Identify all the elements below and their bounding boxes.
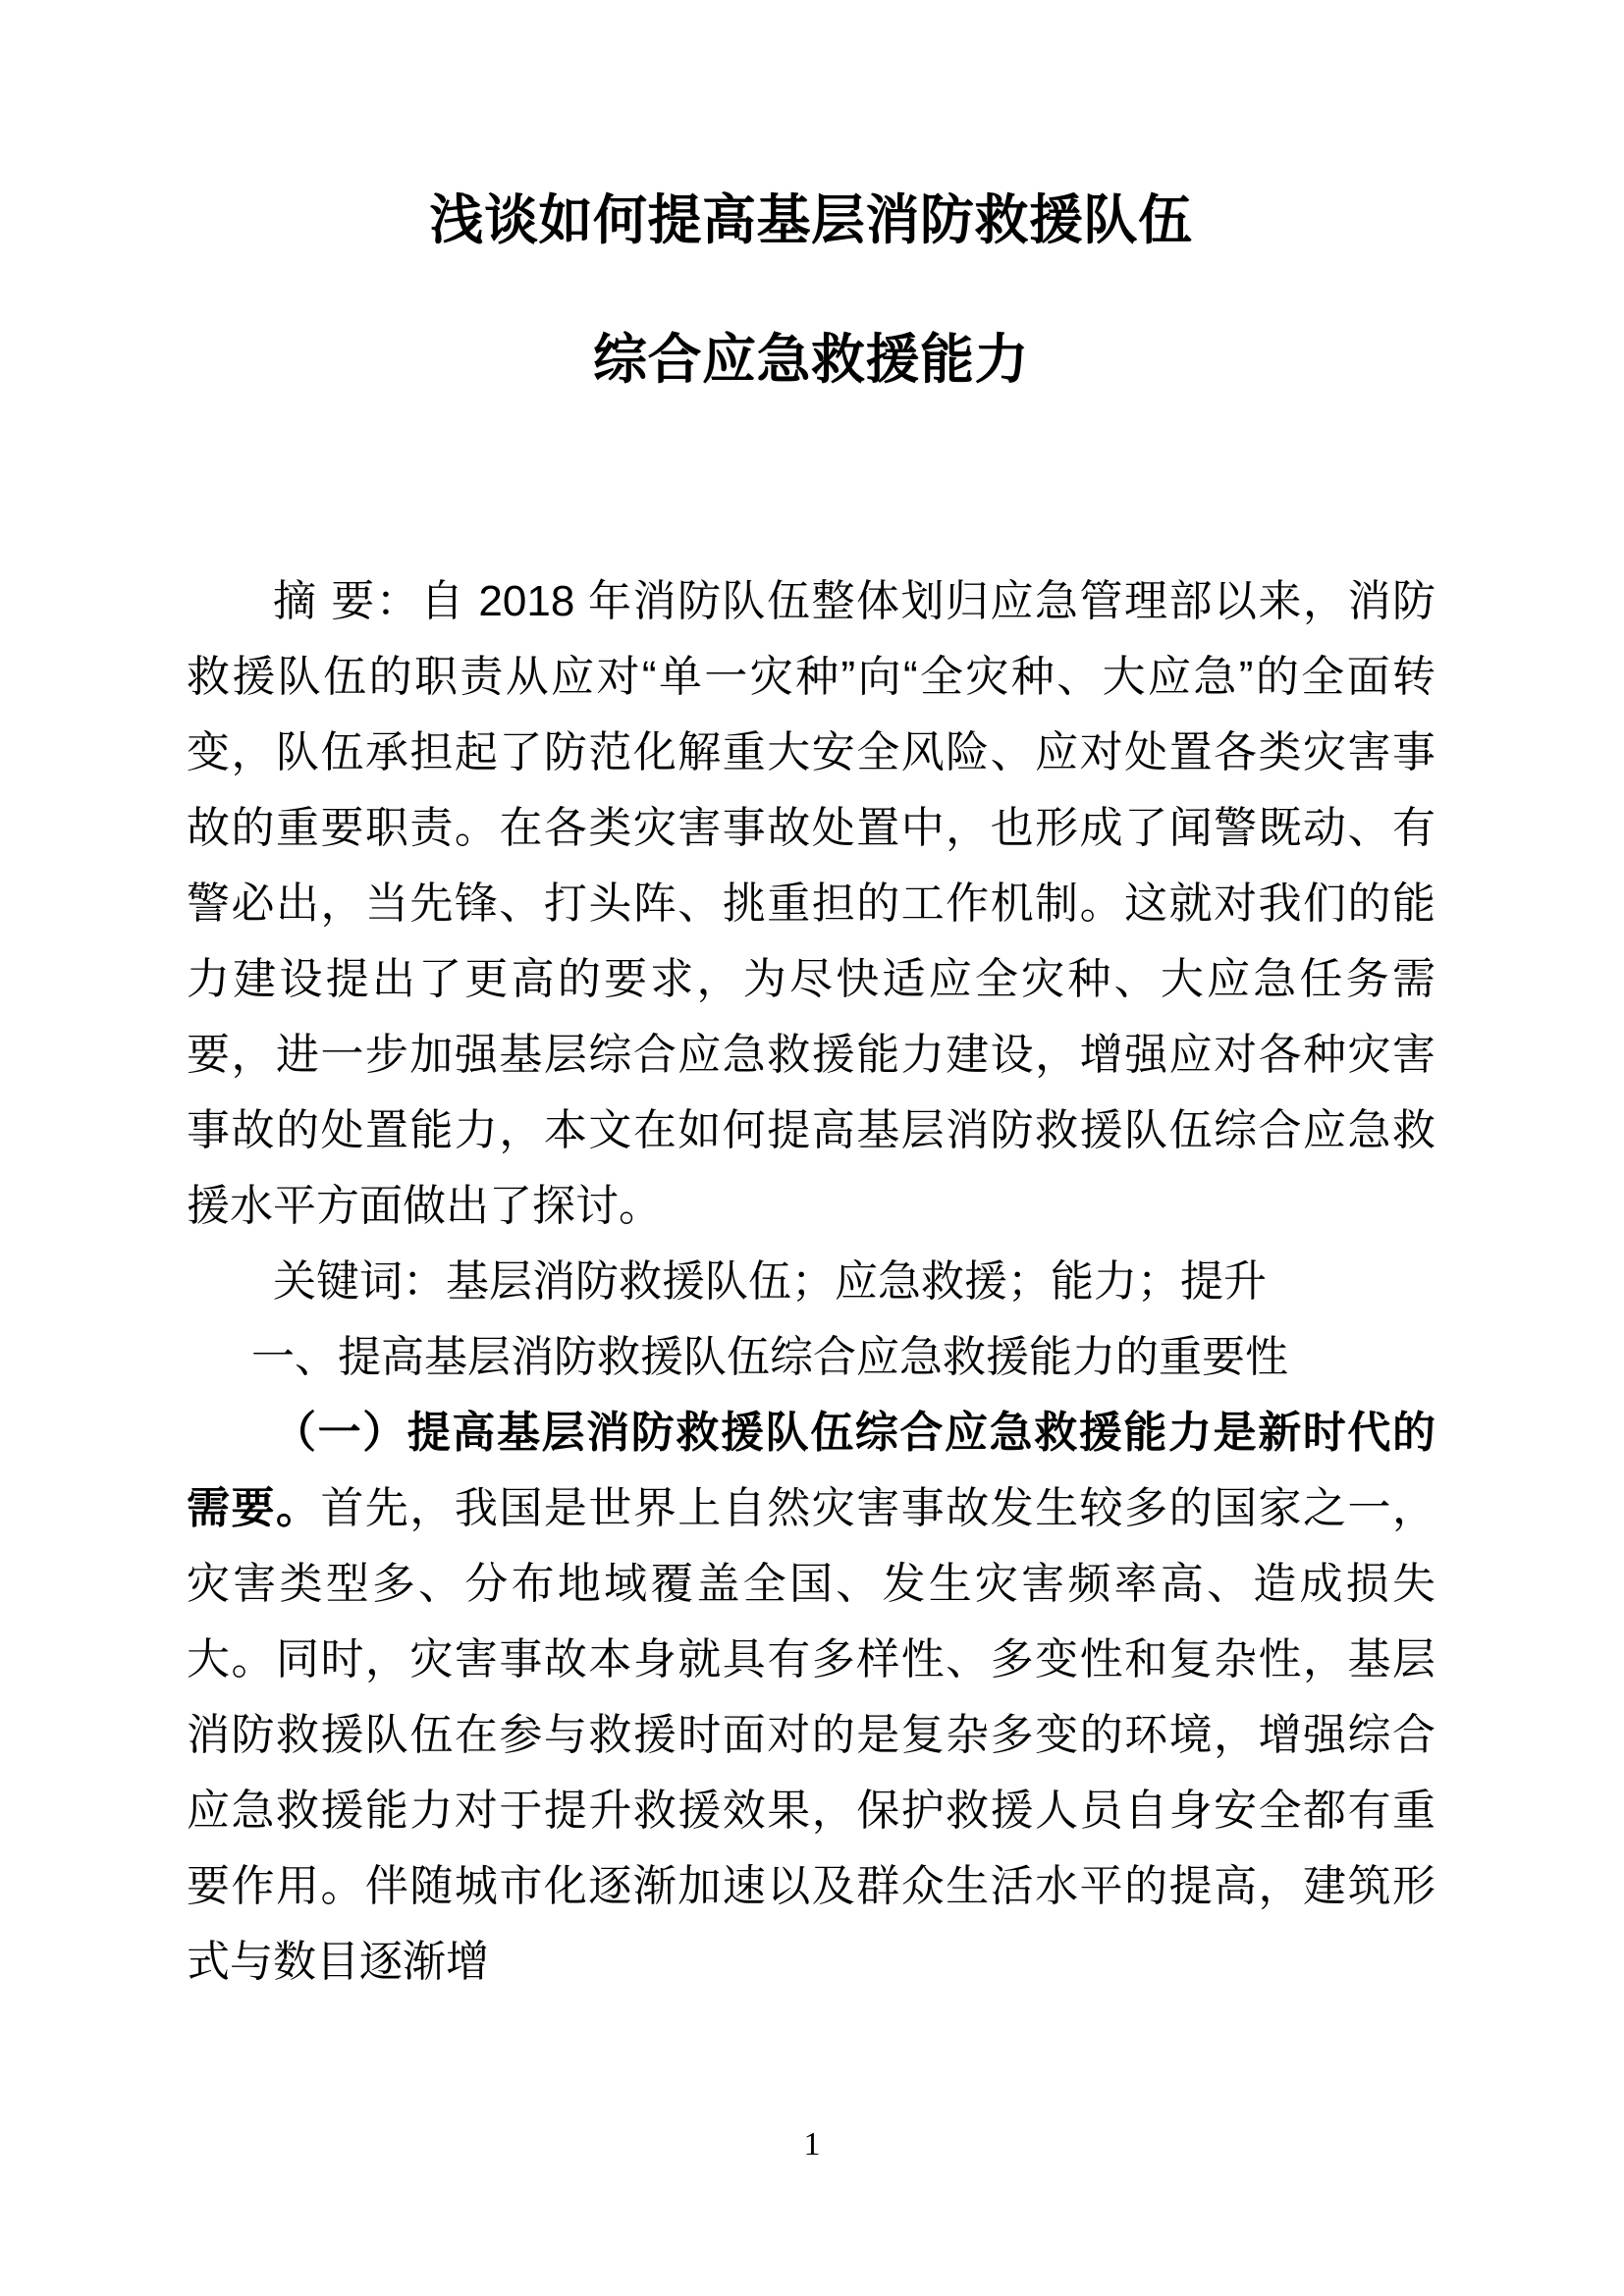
abstract-label: 摘 要： — [273, 577, 421, 625]
title-line-2: 综合应急救援能力 — [592, 329, 1029, 390]
subsection-body: 首先，我国是世界上自然灾害事故发生较多的国家之一，灾害类型多、分布地域覆盖全国、发生灾害频率高、造成损失大。同时，灾害事故本身就具有多样性、多变性和复杂性，基层消防救援队伍在参与救援时面对的是复杂多变的环境，增强综合应急救援能力对于提升救援效果，保护救援人员自身安全都有重要作用。伴随城市化逐渐加速以及群众生活水平的提高，建筑形式与数目逐渐增 — [187, 1484, 1436, 1986]
abstract-block — [187, 563, 1435, 1244]
keywords-body: 基层消防救援队伍；应急救援；能力；提升 — [446, 1257, 1267, 1306]
abstract-body: 自 2018 年消防队伍整体划归应急管理部以来，消防救援队伍的职责从应对“单一灾种”向“全灾种、大应急”的全面转变，队伍承担起了防范化解重大安全风险、应对处置各类灾害事故的重要职责。在各类灾害事故处置中，也形成了闻警既动、有警必出，当先锋、打头阵、挑重担的工作机制。这就对我们的能力建设提出了更高的要求，为尽快适应全灾种、大应急任务需要，进一步加强基层综合应急救援能力建设，增强应对各种灾害事故的处置能力，本文在如何提高基层消防救援队伍综合应急救援水平方面做出了探讨。 — [187, 577, 1435, 1230]
page-title — [187, 0, 1435, 414]
title-line-1: 浅谈如何提高基层消防救援队伍 — [429, 189, 1193, 250]
subsection-paragraph — [187, 1395, 1435, 2000]
page-number: 1 — [803, 2126, 821, 2163]
subsection-bold-lead: （一）提高基层消防救援队伍综合应急救援能力是新时代的需要。 — [187, 1409, 1435, 1532]
keywords-label: 关键词： — [273, 1257, 446, 1306]
keywords-paragraph — [187, 1244, 1435, 1319]
page-content — [187, 0, 1435, 2000]
abstract-paragraph — [187, 563, 1435, 1244]
section-heading: 一、提高基层消防救援队伍综合应急救援能力的重要性 — [251, 1333, 1288, 1381]
